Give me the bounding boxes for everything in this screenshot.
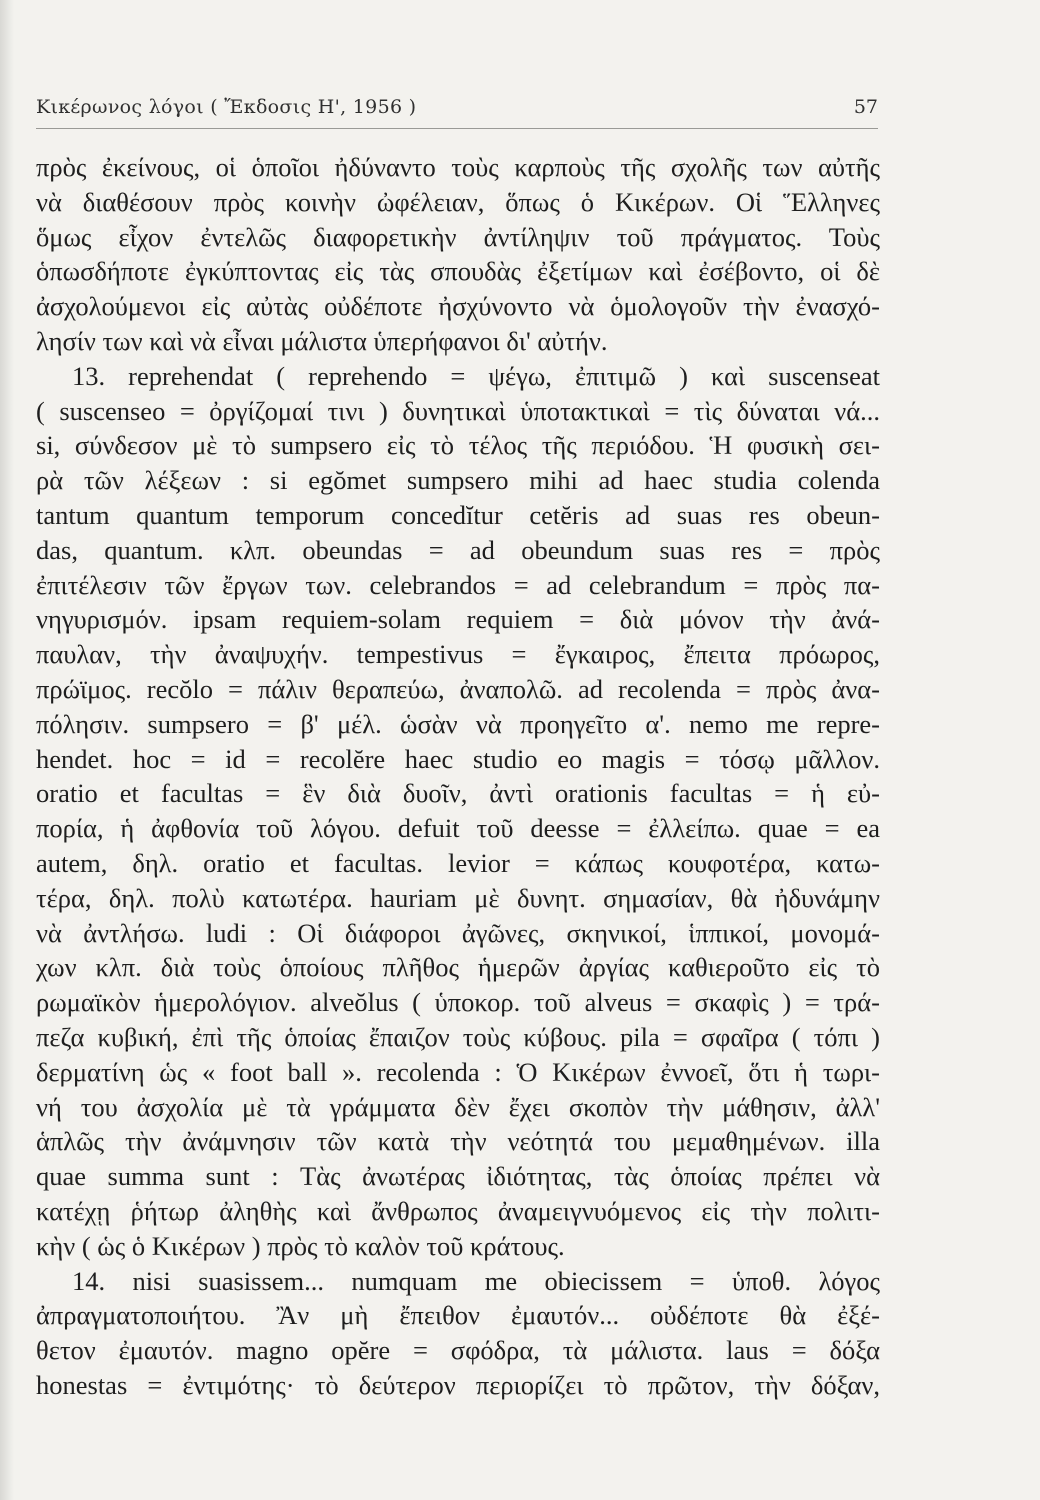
text-line: quae summa sunt : Τὰς ἀνωτέρας ἰδιότητας, τὰς ὁποίας πρέπει νὰ <box>36 1161 880 1192</box>
text-line: si, σύνδεσον μὲ τὸ sumpsero εἰς τὸ τέλος τῆς περιόδου. Ἡ φυσικὴ σει- <box>36 430 880 461</box>
text-line: honestas = ἐντιμότης· τὸ δεύτερον περιορίζει τὸ πρῶτον, τὴν δόξαν, <box>36 1369 880 1400</box>
text-line: λησίν των καὶ νὰ εἶναι μάλιστα ὑπερήφανοι δι' αὐτήν. <box>36 325 608 356</box>
text-line: oratio et facultas = ἓν διὰ δυοῖν, ἀντὶ orationis facultas = ἡ εὐ- <box>36 778 880 809</box>
text-line: ρὰ τῶν λέξεων : si egŏmet sumpsero mihi ad haec studia colenda <box>36 465 880 496</box>
text-line: πεζα κυβική, ἐπὶ τῆς ὁποίας ἔπαιζον τοὺς κύβους. pila = σφαῖρα ( τόπι ) <box>36 1021 880 1052</box>
text-line: νή του ἀσχολία μὲ τὰ γράμματα δὲν ἔχει σκοπὸν τὴν μάθησιν, ἀλλ' <box>36 1091 880 1122</box>
text-line: ρωμαϊκὸν ἡμερολόγιον. alveŏlus ( ὑποκορ. τοῦ alveus = σκαφὶς ) = τρά- <box>36 987 880 1018</box>
running-title: Κικέρωνος λόγοι ( Ἔκδοσις Η', 1956 ) <box>36 96 417 118</box>
header-rule <box>36 128 878 129</box>
text-line: κὴν ( ὡς ὁ Κικέρων ) πρὸς τὸ καλὸν τοῦ κράτους. <box>36 1230 565 1261</box>
text-line: νηγυρισμόν. ipsam requiem-solam requiem = διὰ μόνον τὴν ἀνά- <box>36 604 880 635</box>
text-line: ὅμως εἶχον ἐντελῶς διαφορετικὴν ἀντίληψιν τοῦ πράγματος. Τοὺς <box>36 221 880 252</box>
text-line: autem, δηλ. oratio et facultas. levior = κάπως κουφοτέρα, κατω- <box>36 847 880 878</box>
text-line: ἐπιτέλεσιν τῶν ἔργων των. celebrandos = ad celebrandum = πρὸς πα- <box>36 569 880 600</box>
text-line: νὰ διαθέσουν πρὸς κοινὴν ὠφέλειαν, ὅπως ὁ Κικέρων. Οἱ Ἕλληνες <box>36 186 880 217</box>
text-line: πρώϊμος. recŏlo = πάλιν θεραπεύω, ἀναπολῶ. ad recolenda = πρὸς ἀνα- <box>36 673 880 704</box>
text-line: 14. nisi suasissem... numquam me obiecissem = ὑποθ. λόγος <box>72 1265 880 1296</box>
text-line: τέρα, δηλ. πολὺ κατωτέρα. hauriam μὲ δυνητ. σημασίαν, θὰ ἠδυνάμην <box>36 882 880 913</box>
text-line: das, quantum. κλπ. obeundas = ad obeundum suas res = πρὸς <box>36 534 880 565</box>
text-line: χων κλπ. διὰ τοὺς ὁποίους πλῆθος ἡμερῶν ἀργίας καθιεροῦτο εἰς τὸ <box>36 952 880 983</box>
text-line: ἀπραγματοποιήτου. Ἂν μὴ ἔπειθον ἐμαυτόν... οὐδέποτε θὰ ἐξέ- <box>36 1300 880 1331</box>
text-line: ἁπλῶς τὴν ἀνάμνησιν τῶν κατὰ τὴν νεότητά του μεμαθημένων. illa <box>36 1126 880 1157</box>
page-edge-shadow <box>0 0 14 1500</box>
page-header <box>36 96 878 132</box>
text-line: 13. reprehendat ( reprehendo = ψέγω, ἐπιτιμῶ ) καὶ suscenseat <box>72 360 880 391</box>
text-line: hendet. hoc = id = recolĕre haec studio eo magis = τόσῳ μᾶλλον. <box>36 743 880 774</box>
text-line: νὰ ἀντλήσω. ludi : Οἱ διάφοροι ἀγῶνες, σκηνικοί, ἱππικοί, μονομά- <box>36 917 880 948</box>
text-line: ἀσχολούμενοι εἰς αὐτὰς οὐδέποτε ἠσχύνοντο νὰ ὁμολογοῦν τὴν ἐνασχό- <box>36 291 880 322</box>
text-line: πρὸς ἐκείνους, οἱ ὁποῖοι ἠδύναντο τοὺς καρποὺς τῆς σχολῆς των αὐτῆς <box>36 152 880 182</box>
text-line: ὁπωσδήποτε ἐγκύπτοντας εἰς τὰς σπουδὰς ἐξετίμων καὶ ἐσέβοντο, οἱ δὲ <box>36 256 880 287</box>
text-line: κατέχῃ ῥήτωρ ἀληθὴς καὶ ἄνθρωπος ἀναμειγνυόμενος εἰς τὴν πολιτι- <box>36 1195 880 1226</box>
page-number: 57 <box>853 96 878 118</box>
text-line: πορία, ἡ ἀφθονία τοῦ λόγου. defuit τοῦ deesse = ἐλλείπω. quae = ea <box>36 813 880 844</box>
text-line: παυλαν, τὴν ἀναψυχήν. tempestivus = ἔγκαιρος, ἔπειτα πρόωρος, <box>36 639 880 670</box>
text-line: πόλησιν. sumpsero = β' μέλ. ὡσὰν νὰ προηγεῖτο α'. nemo me repre- <box>36 708 880 739</box>
text-line: θετον ἐμαυτόν. magno opĕre = σφόδρα, τὰ μάλιστα. laus = δόξα <box>36 1335 880 1366</box>
text-line: tantum quantum temporum concedĭtur cetĕris ad suas res obeun- <box>36 499 880 530</box>
commentary-text <box>36 150 880 1403</box>
text-line: ( suscenseo = ὀργίζομαί τινι ) δυνητικαὶ ὑποτακτικαὶ = τὶς δύναται νά... <box>36 395 880 426</box>
text-line: δερματίνη ὡς « foot ball ». recolenda : Ὁ Κικέρων ἐννοεῖ, ὅτι ἡ τωρι- <box>36 1056 880 1087</box>
